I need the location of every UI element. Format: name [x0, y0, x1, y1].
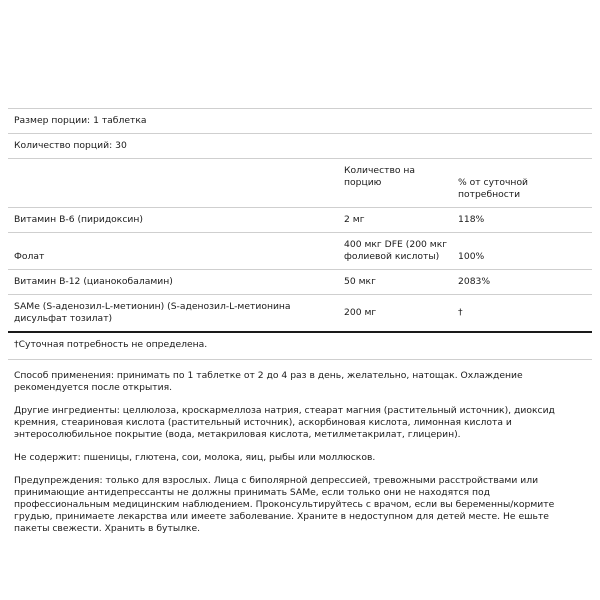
nutrient-name: Фолат — [14, 251, 45, 262]
supplement-facts-panel — [8, 108, 592, 535]
header-spacer — [14, 165, 344, 201]
header-amount: Количество на порцию — [344, 165, 416, 188]
servings-per-container: Количество порций: 30 — [14, 140, 127, 151]
nutrient-daily-value: 118% — [458, 214, 485, 225]
nutrient-name: SAMe (S-аденозил-L-метионин) (S-аденозил-L-метионина дисульфат тозилат) — [14, 301, 291, 324]
allergen-statement: Не содержит: пшеницы, глютена, сои, молока, яиц, рыбы или моллюсков. — [14, 452, 376, 463]
nutrient-daily-value: 2083% — [458, 276, 491, 287]
other-ingredients: Другие ингредиенты: целлюлоза, кроскармеллоза натрия, стеарат магния (растительный источник), диоксид кремния, стеариновая кислота (растительный источник), аскорбиновая кислота, лимонная кислота и энтеросолюбильное покрытие (вода, метакриловая кислота, метилметакрилат, глицерин). — [14, 405, 555, 440]
nutrient-amount: 50 мкг — [344, 276, 376, 287]
nutrient-amount: 2 мг — [344, 214, 365, 225]
nutrient-name: Витамин B-6 (пиридоксин) — [14, 214, 143, 225]
table-row — [8, 208, 592, 232]
header-daily-value: % от суточной потребности — [458, 177, 529, 200]
divider — [8, 359, 592, 360]
nutrient-daily-value: † — [458, 307, 463, 318]
table-row — [8, 295, 592, 331]
table-header — [8, 159, 592, 207]
nutrient-amount: 200 мг — [344, 307, 377, 318]
warnings: Предупреждения: только для взрослых. Лица с биполярной депрессией, тревожными расстройствами или принимающие антидепрессанты не должны принимать SAMe, если только они не находятся под профессиональным медицинским наблюдением. Проконсультируйтесь с врачом, если вы беременны/кормите грудью, принимаете лекарства или имеете заболевание. Храните в недоступном для детей месте. Не ешьте пакеты свежести. Хранить в бутылке. — [14, 475, 555, 534]
usage-instructions: Способ применения: принимать по 1 таблетке от 2 до 4 раз в день, желательно, натощак. Охлаждение рекомендуется после открытия. — [14, 370, 523, 393]
table-row — [8, 270, 592, 294]
daily-value-footnote: †Суточная потребность не определена. — [14, 339, 208, 350]
nutrient-name: Витамин B-12 (цианокобаламин) — [14, 276, 173, 287]
nutrient-daily-value: 100% — [458, 251, 485, 262]
nutrient-amount: 400 мкг DFE (200 мкг фолиевой кислоты) — [344, 239, 448, 262]
serving-size: Размер порции: 1 таблетка — [14, 115, 147, 126]
table-row — [8, 233, 592, 269]
